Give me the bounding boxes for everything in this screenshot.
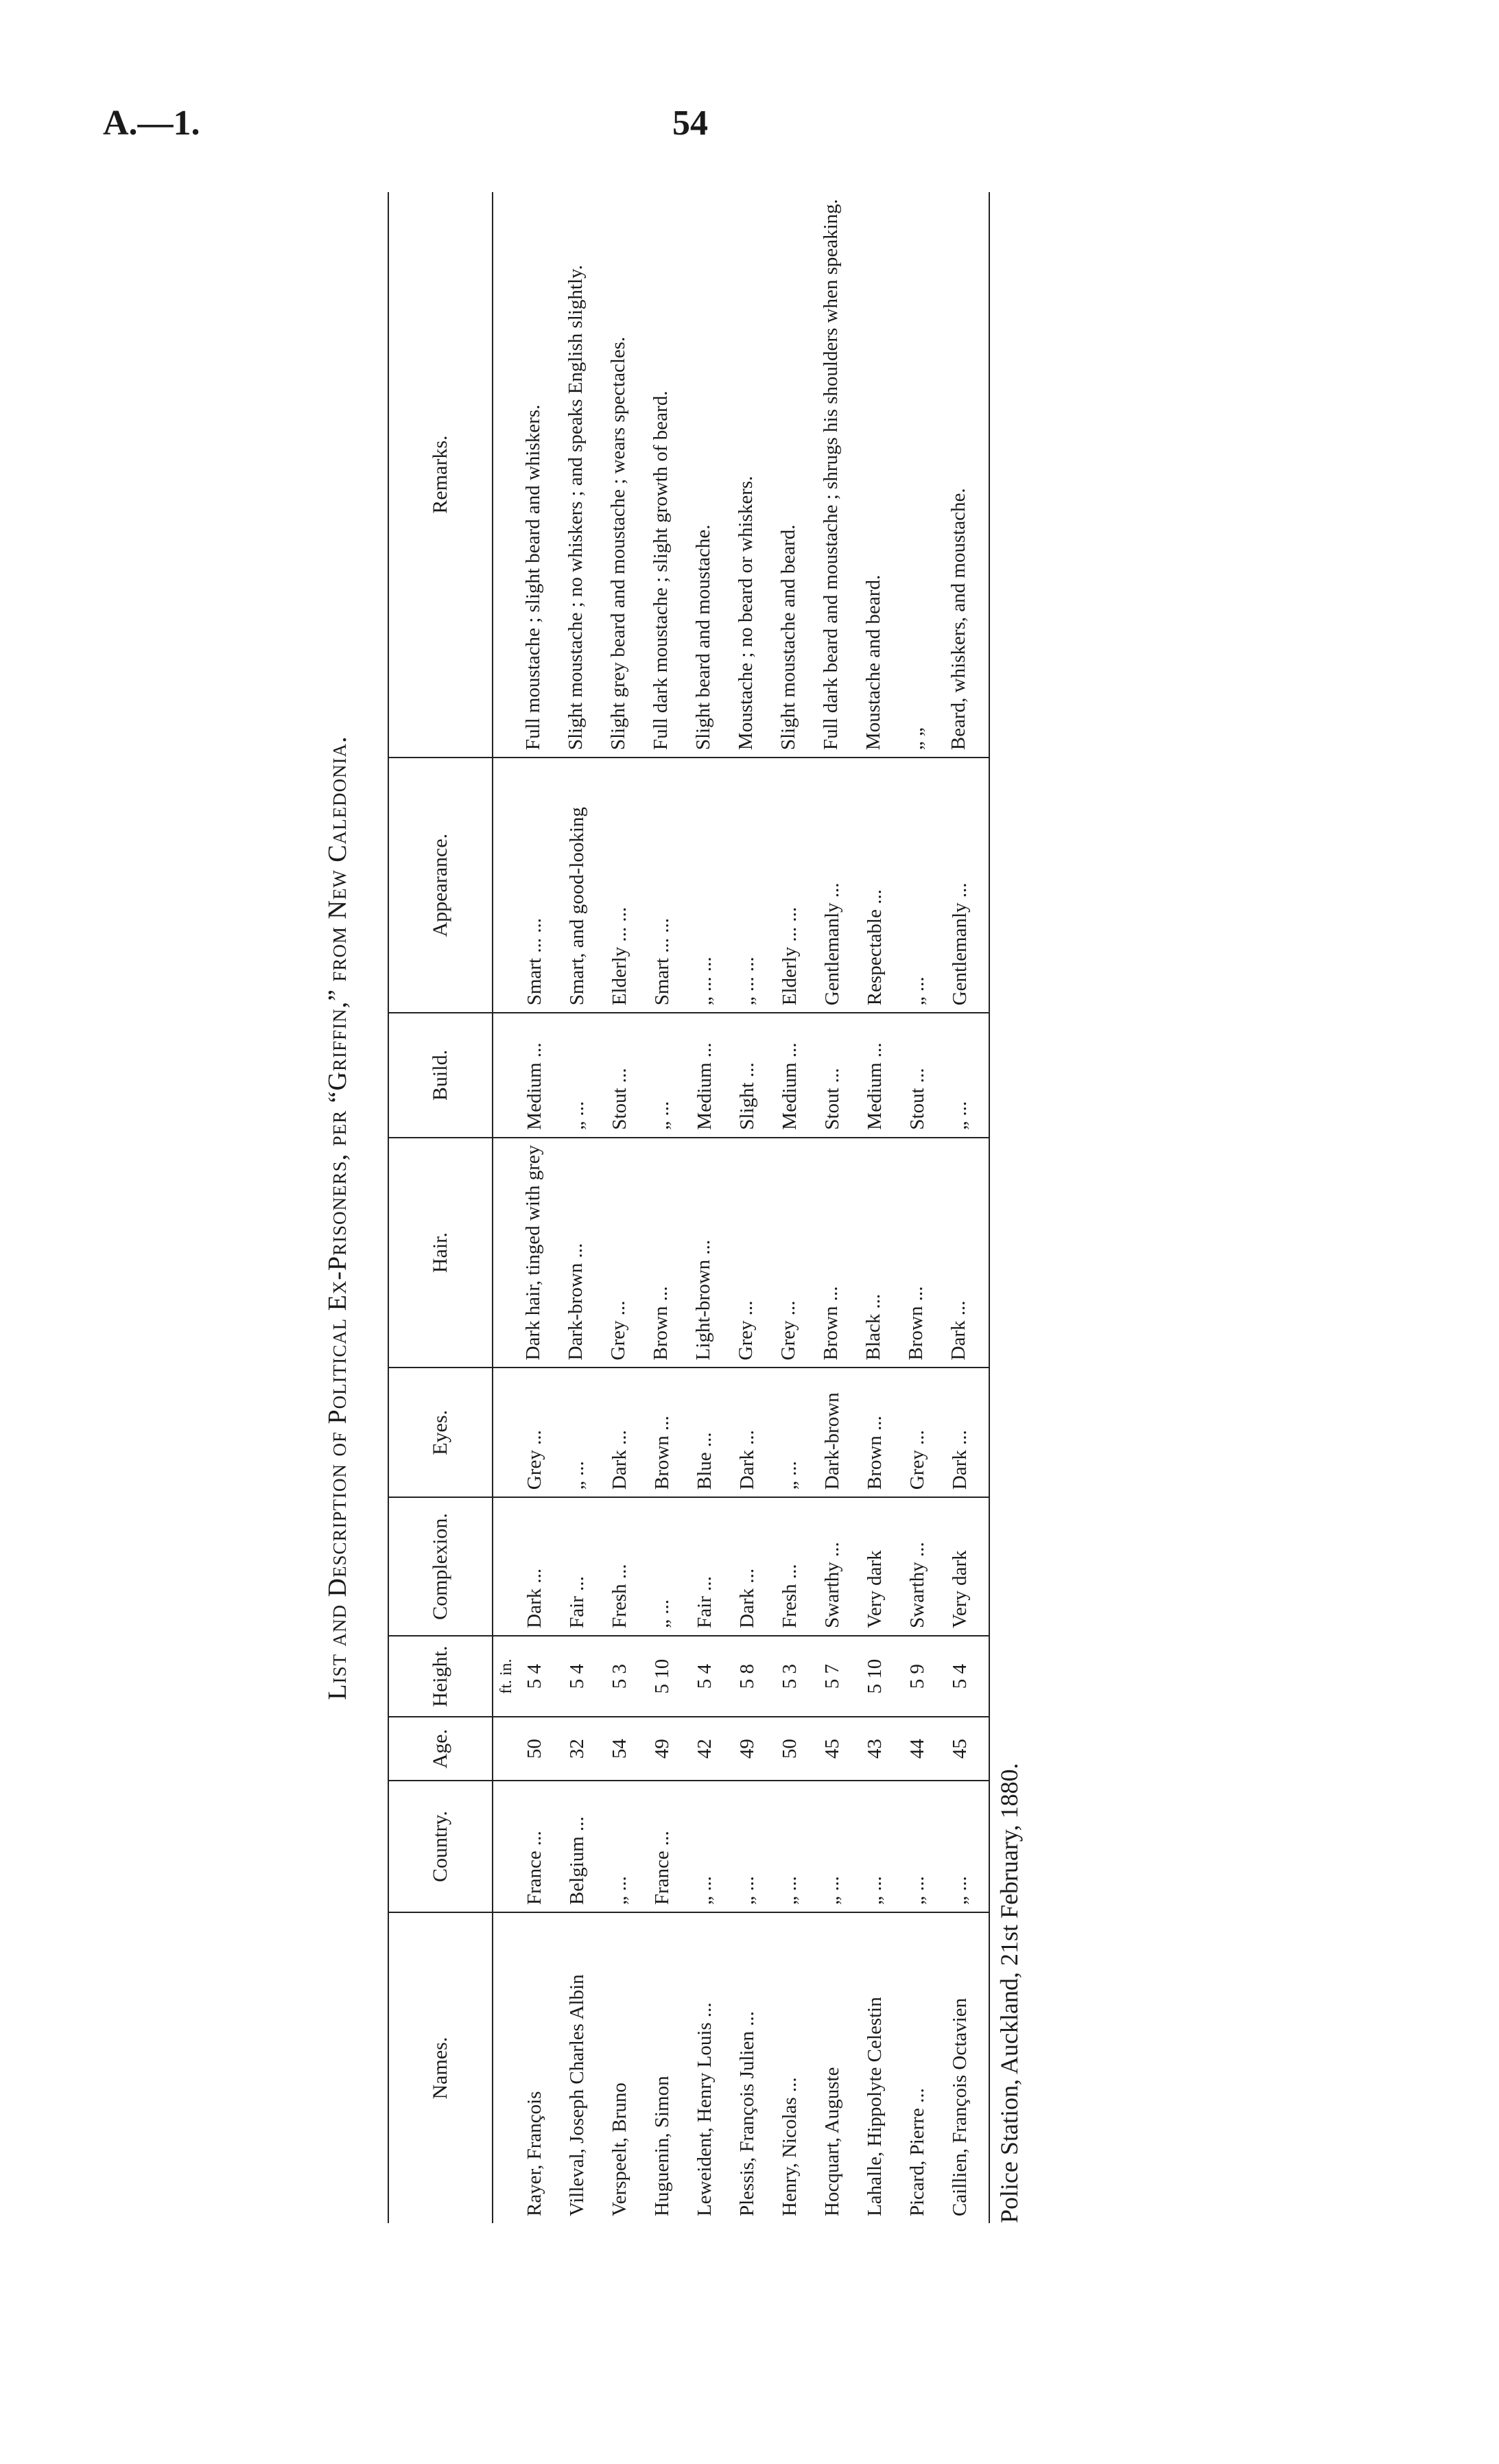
cell-age: 45 bbox=[946, 1717, 989, 1781]
cell-name: Henry, Nicolas ... bbox=[779, 2077, 801, 2216]
cell-build: Stout ... bbox=[818, 1013, 861, 1137]
cell-country: France ... bbox=[648, 1781, 691, 1912]
table-row bbox=[946, 192, 989, 2223]
table-row bbox=[861, 192, 904, 2223]
cell-appearance: Smart ... ... bbox=[521, 758, 563, 1013]
header-complexion: Complexion. bbox=[388, 1497, 493, 1636]
cell-complexion: Dark ... bbox=[521, 1497, 563, 1636]
cell-height: 5 8 bbox=[733, 1636, 776, 1717]
cell-build: „ ... bbox=[648, 1013, 691, 1137]
cell-age: 50 bbox=[521, 1717, 563, 1781]
table-row bbox=[648, 192, 691, 2223]
cell-appearance: Respectable ... bbox=[861, 758, 904, 1013]
cell-name: Caillien, François Octavien bbox=[946, 1912, 989, 2223]
cell-eyes: Grey ... bbox=[521, 1368, 563, 1497]
table-row bbox=[691, 192, 733, 2223]
cell-height: 5 10 bbox=[861, 1636, 904, 1717]
cell-complexion: Fair ... bbox=[563, 1497, 606, 1636]
cell-height: 5 4 bbox=[691, 1636, 733, 1717]
table-row bbox=[521, 192, 563, 2223]
cell-appearance: Smart ... ... bbox=[648, 758, 691, 1013]
cell-country: „ ... bbox=[691, 1781, 733, 1912]
cell-hair: Grey ... bbox=[606, 1138, 648, 1368]
cell-remarks: Slight moustache and beard. bbox=[776, 192, 818, 758]
cell-name: Leweident, Henry Louis ... bbox=[694, 2002, 716, 2216]
prisoners-table bbox=[388, 192, 990, 2223]
cell-build: Medium ... bbox=[521, 1013, 563, 1137]
height-unit-row bbox=[493, 192, 521, 2223]
cell-height: 5 4 bbox=[521, 1636, 563, 1717]
header-names: Names. bbox=[388, 1912, 493, 2223]
cell-build: „ ... bbox=[946, 1013, 989, 1137]
cell-remarks: Slight moustache ; no whiskers ; and speaks English slightly. bbox=[563, 192, 606, 758]
cell-appearance: „ ... ... bbox=[691, 758, 733, 1013]
cell-name: Lahalle, Hippolyte Celestin bbox=[864, 1997, 886, 2216]
cell-eyes: Dark ... bbox=[606, 1368, 648, 1497]
series-reference: A.—1. bbox=[103, 104, 200, 143]
cell-age: 54 bbox=[606, 1717, 648, 1781]
cell-name: Verspeelt, Bruno bbox=[609, 2082, 630, 2216]
cell-age: 42 bbox=[691, 1717, 733, 1781]
cell-eyes: Grey ... bbox=[904, 1368, 946, 1497]
cell-build: Stout ... bbox=[904, 1013, 946, 1137]
cell-height: 5 7 bbox=[818, 1636, 861, 1717]
table-row bbox=[606, 192, 648, 2223]
title-vessel: “Griffin,” bbox=[323, 989, 352, 1103]
cell-name: Picard, Pierre ... bbox=[906, 2088, 928, 2216]
table-header-row bbox=[388, 192, 493, 2223]
height-units: ft. in. bbox=[493, 1636, 521, 1717]
cell-eyes: Dark ... bbox=[733, 1368, 776, 1497]
cell-eyes: Dark ... bbox=[946, 1368, 989, 1497]
cell-name: Rayer, François bbox=[523, 2091, 545, 2216]
cell-build: Medium ... bbox=[776, 1013, 818, 1137]
cell-name: Hocquart, Auguste bbox=[821, 2067, 843, 2216]
rotated-document-body bbox=[322, 172, 1077, 2264]
cell-eyes: „ ... bbox=[563, 1368, 606, 1497]
table-row bbox=[904, 192, 946, 2223]
cell-hair: Dark ... bbox=[946, 1138, 989, 1368]
cell-country: „ ... bbox=[733, 1781, 776, 1912]
cell-eyes: Blue ... bbox=[691, 1368, 733, 1497]
cell-hair: Dark hair, tinged with grey bbox=[521, 1138, 563, 1368]
cell-height: 5 3 bbox=[776, 1636, 818, 1717]
cell-appearance: Elderly ... ... bbox=[606, 758, 648, 1013]
signature-line: Police Station, Auckland, 21st February, 1880. bbox=[995, 1763, 1023, 2223]
cell-appearance: Elderly ... ... bbox=[776, 758, 818, 1013]
cell-build: „ ... bbox=[563, 1013, 606, 1137]
cell-appearance: Gentlemanly ... bbox=[818, 758, 861, 1013]
cell-height: 5 3 bbox=[606, 1636, 648, 1717]
cell-height: 5 4 bbox=[563, 1636, 606, 1717]
cell-hair: Brown ... bbox=[904, 1138, 946, 1368]
title-suffix: from New Caledonia. bbox=[323, 736, 352, 982]
cell-complexion: Swarthy ... bbox=[904, 1497, 946, 1636]
cell-remarks: Moustache ; no beard or whiskers. bbox=[733, 192, 776, 758]
cell-age: 49 bbox=[733, 1717, 776, 1781]
cell-appearance: „ ... bbox=[904, 758, 946, 1013]
cell-remarks: Beard, whiskers, and moustache. bbox=[946, 192, 989, 758]
header-hair: Hair. bbox=[388, 1138, 493, 1368]
cell-remarks: Full dark beard and moustache ; shrugs his shoulders when speaking. bbox=[818, 192, 861, 758]
cell-hair: Black ... bbox=[861, 1138, 904, 1368]
cell-build: Medium ... bbox=[691, 1013, 733, 1137]
cell-hair: Grey ... bbox=[776, 1138, 818, 1368]
header-country: Country. bbox=[388, 1781, 493, 1912]
cell-hair: Dark-brown ... bbox=[563, 1138, 606, 1368]
cell-country: „ ... bbox=[904, 1781, 946, 1912]
cell-build: Medium ... bbox=[861, 1013, 904, 1137]
table-body bbox=[493, 192, 989, 2223]
cell-complexion: Very dark bbox=[946, 1497, 989, 1636]
cell-name: Plessis, François Julien ... bbox=[736, 2011, 758, 2216]
cell-height: 5 4 bbox=[946, 1636, 989, 1717]
cell-name: Villeval, Joseph Charles Albin bbox=[566, 1974, 588, 2216]
cell-complexion: Fair ... bbox=[691, 1497, 733, 1636]
header-remarks: Remarks. bbox=[388, 192, 493, 758]
cell-country: France ... bbox=[521, 1781, 563, 1912]
cell-eyes: Brown ... bbox=[861, 1368, 904, 1497]
cell-age: 49 bbox=[648, 1717, 691, 1781]
cell-build: Slight ... bbox=[733, 1013, 776, 1137]
cell-remarks: Slight beard and moustache. bbox=[691, 192, 733, 758]
cell-complexion: Fresh ... bbox=[606, 1497, 648, 1636]
header-eyes: Eyes. bbox=[388, 1368, 493, 1497]
header-build: Build. bbox=[388, 1013, 493, 1137]
cell-height: 5 10 bbox=[648, 1636, 691, 1717]
cell-country: „ ... bbox=[606, 1781, 648, 1912]
table-row bbox=[776, 192, 818, 2223]
cell-remarks: Full moustache ; slight beard and whiskers. bbox=[521, 192, 563, 758]
cell-remarks: „ „ bbox=[904, 192, 946, 758]
cell-country: „ ... bbox=[818, 1781, 861, 1912]
table-row bbox=[733, 192, 776, 2223]
cell-build: Stout ... bbox=[606, 1013, 648, 1137]
cell-country: „ ... bbox=[776, 1781, 818, 1912]
cell-age: 43 bbox=[861, 1717, 904, 1781]
cell-appearance: Smart, and good-looking bbox=[563, 758, 606, 1013]
cell-complexion: Very dark bbox=[861, 1497, 904, 1636]
header-appearance: Appearance. bbox=[388, 758, 493, 1013]
header-height: Height. bbox=[388, 1636, 493, 1717]
document-title bbox=[322, 172, 353, 2264]
cell-hair: Brown ... bbox=[818, 1138, 861, 1368]
cell-hair: Brown ... bbox=[648, 1138, 691, 1368]
cell-hair: Grey ... bbox=[733, 1138, 776, 1368]
cell-eyes: Brown ... bbox=[648, 1368, 691, 1497]
cell-appearance: Gentlemanly ... bbox=[946, 758, 989, 1013]
cell-eyes: Dark-brown bbox=[818, 1368, 861, 1497]
table-row bbox=[818, 192, 861, 2223]
page-number: 54 bbox=[672, 104, 708, 143]
cell-height: 5 9 bbox=[904, 1636, 946, 1717]
cell-eyes: „ ... bbox=[776, 1368, 818, 1497]
header-age: Age. bbox=[388, 1717, 493, 1781]
cell-complexion: Dark ... bbox=[733, 1497, 776, 1636]
table-row bbox=[563, 192, 606, 2223]
cell-complexion: Swarthy ... bbox=[818, 1497, 861, 1636]
cell-age: 32 bbox=[563, 1717, 606, 1781]
cell-age: 44 bbox=[904, 1717, 946, 1781]
cell-country: Belgium ... bbox=[563, 1781, 606, 1912]
page-header bbox=[103, 103, 1338, 158]
title-prefix: List and Description of Political Ex-Prisoners, per bbox=[323, 1110, 352, 1700]
cell-country: „ ... bbox=[946, 1781, 989, 1912]
cell-remarks: Moustache and beard. bbox=[861, 192, 904, 758]
cell-age: 45 bbox=[818, 1717, 861, 1781]
cell-name: Huguenin, Simon bbox=[651, 2076, 673, 2216]
cell-complexion: „ ... bbox=[648, 1497, 691, 1636]
cell-age: 50 bbox=[776, 1717, 818, 1781]
cell-country: „ ... bbox=[861, 1781, 904, 1912]
cell-appearance: „ ... ... bbox=[733, 758, 776, 1013]
cell-remarks: Full dark moustache ; slight growth of beard. bbox=[648, 192, 691, 758]
cell-remarks: Slight grey beard and moustache ; wears spectacles. bbox=[606, 192, 648, 758]
cell-complexion: Fresh ... bbox=[776, 1497, 818, 1636]
cell-hair: Light-brown ... bbox=[691, 1138, 733, 1368]
